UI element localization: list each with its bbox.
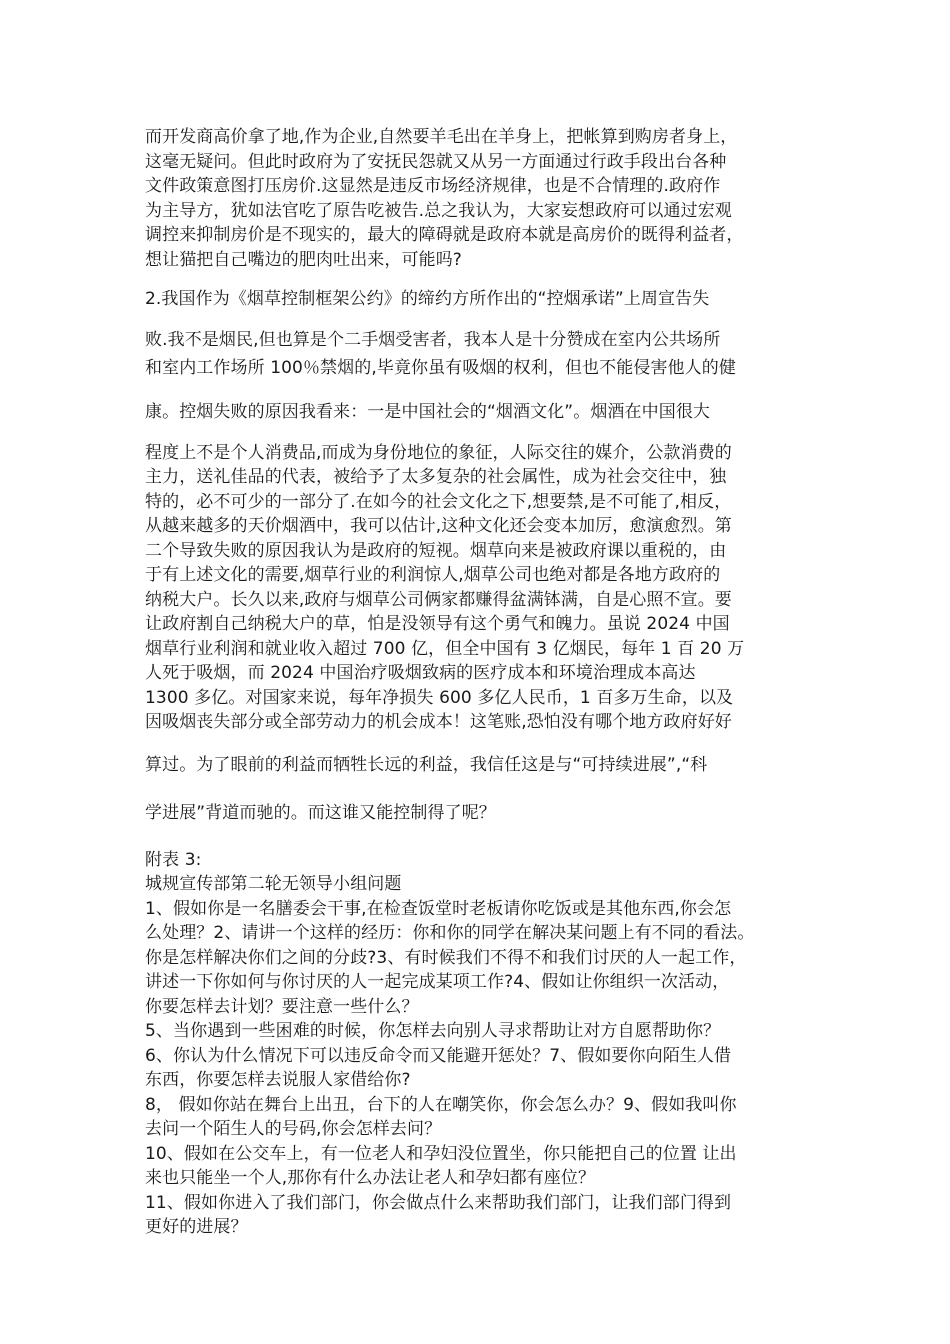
appendix-label: 附表 3: bbox=[145, 849, 202, 870]
question-line: 你要怎样去计划？要注意一些什么？ bbox=[145, 996, 419, 1017]
text-line: 这毫无疑问。但此时政府为了安抚民怨就又从另一方面通过行政手段出台各种 bbox=[145, 151, 727, 172]
text-line: 算过。为了眼前的利益而牺牲长远的利益，我信任这是与“可持续进展”,“科 bbox=[145, 754, 708, 775]
text-line: 为主导方，犹如法官吃了原告吃被告.总之我认为，大家妄想政府可以通过宏观 bbox=[145, 200, 732, 221]
question-line: 更好的进展？ bbox=[145, 1217, 248, 1237]
text-line: 想让猫把自己嘴边的肥肉吐出来，可能吗? bbox=[145, 249, 462, 270]
question-line: 1、假如你是一名膳委会干事,在检查饭堂时老板请你吃饭或是其他东西,你会怎 bbox=[145, 898, 732, 919]
text-line: 烟草行业利润和就业收入超过 700 亿，但全中国有 3 亿烟民，每年 1 百 20 万 bbox=[145, 638, 745, 659]
question-line: 东西，你要怎样去说服人家借给你? bbox=[145, 1070, 411, 1090]
question-line: 10、假如在公交车上，有一位老人和孕妇没位置坐，你只能把自己的位置 让出 bbox=[145, 1143, 737, 1164]
text-line: 纳税大户。长久以来,政府与烟草公司俩家都赚得盆满钵满，自是心照不宣。要 bbox=[145, 589, 732, 610]
text-line: 1300 多亿。对国家来说，每年净损失 600 多亿人民币，1 百多万生命，以及 bbox=[145, 687, 734, 708]
question-line: 你是怎样解决你们之间的分歧?3、有时候我们不得不和我们讨厌的人一起工作， bbox=[145, 947, 747, 968]
question-line: 5、当你遇到一些困难的时候，你怎样去向别人寻求帮助让对方自愿帮助你？ bbox=[145, 1021, 721, 1041]
question-line: 8， 假如你站在舞台上出丑，台下的人在嘲笑你，你会怎么办？9、假如我叫你 bbox=[145, 1094, 737, 1115]
text-line: 学进展”背道而驰的。而这谁又能控制得了呢？ bbox=[145, 803, 496, 823]
text-line: 于有上述文化的需要,烟草行业的利润惊人,烟草公司也绝对都是各地方政府的 bbox=[145, 565, 721, 585]
appendix-section bbox=[145, 848, 825, 1240]
text-line: 而开发商高价拿了地,作为企业,自然要羊毛出在羊身上，把帐算到购房者身上， bbox=[145, 127, 738, 147]
text-line: 二个导致失败的原因我认为是政府的短视。烟草向来是被政府课以重税的，由 bbox=[145, 540, 727, 561]
document-page bbox=[145, 125, 825, 1240]
text-line: 人死于吸烟，而 2024 中国治疗吸烟致病的医疗成本和环境治理成本高达 bbox=[145, 663, 696, 683]
text-line: 让政府割自己纳税大户的草，怕是没领导有这个勇气和魄力。虽说 2024 中国 bbox=[145, 614, 730, 634]
question-line: 去问一个陌生人的号码,你会怎样去问？ bbox=[145, 1119, 442, 1139]
question-line: 来也只能坐一个人,那你有什么办法让老人和孕妇都有座位？ bbox=[145, 1168, 596, 1188]
text-line: 2.我国作为《烟草控制框架公约》的缔约方所作出的“控烟承诺”上周宣告失 bbox=[145, 289, 710, 309]
text-line: 败.我不是烟民,但也算是个二手烟受害者，我本人是十分赞成在室内公共场所 bbox=[145, 330, 721, 350]
text-line: 因吸烟丧失部分或全部劳动力的机会成本！这笔账,恐怕没有哪个地方政府好好 bbox=[145, 712, 732, 732]
appendix-title: 城规宣传部第二轮无领导小组问题 bbox=[145, 874, 402, 894]
paragraph-housing bbox=[145, 125, 825, 272]
question-line: 6、你认为什么情况下可以违反命令而又能避开惩处？7、假如要你向陌生人借 bbox=[145, 1045, 732, 1066]
text-line: 程度上不是个人消费品,而成为身份地位的象征，人际交往的媒介，公款消费的 bbox=[145, 442, 732, 463]
text-line: 主力，送礼佳品的代表，被给予了太多复杂的社会属性，成为社会交往中，独 bbox=[145, 467, 727, 487]
question-line: 么处理？2、请讲一个这样的经历：你和你的同学在解决某问题上有不同的看法。 bbox=[145, 923, 755, 943]
text-line: 文件政策意图打压房价.这显然是违反市场经济规律，也是不合情理的.政府作 bbox=[145, 176, 721, 196]
text-line: 从越来越多的天价烟酒中，我可以估计,这种文化还会变本加厉，愈演愈烈。第 bbox=[145, 516, 732, 536]
question-line: 讲述一下你如何与你讨厌的人一起完成某项工作?4、假如让你组织一次活动， bbox=[145, 972, 730, 992]
paragraph-tobacco bbox=[145, 284, 825, 826]
text-line: 和室内工作场所 100％禁烟的,毕竟你虽有吸烟的权利，但也不能侵害他人的健 bbox=[145, 357, 736, 378]
text-line: 康。控烟失败的原因我看来：一是中国社会的“烟酒文化”。烟酒在中国很大 bbox=[145, 401, 711, 422]
text-line: 调控来抑制房价是不现实的，最大的障碍就是政府本就是高房价的既得利益者， bbox=[145, 225, 744, 245]
text-line: 特的，必不可少的一部分了.在如今的社会文化之下,想要禁,是不可能了,相反， bbox=[145, 491, 732, 512]
question-line: 11、假如你进入了我们部门，你会做点什么来帮助我们部门，让我们部门得到 bbox=[145, 1192, 732, 1213]
